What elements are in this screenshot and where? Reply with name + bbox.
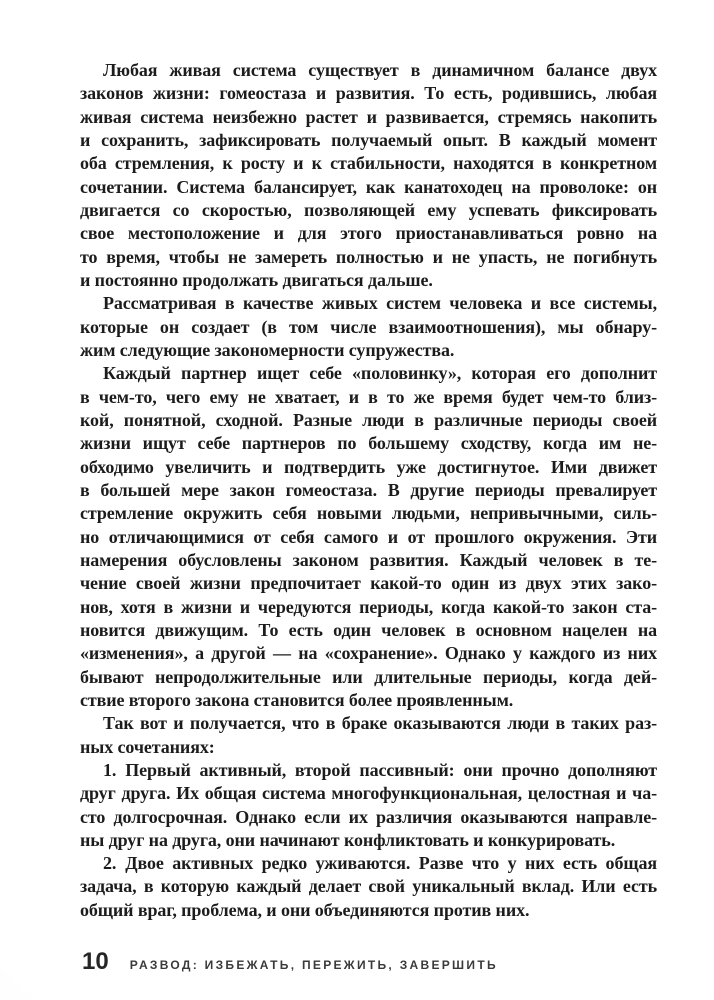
text-line: в большей мере закон гомеостаза. В другие периоды превалирует	[80, 479, 657, 500]
text-line: ствие второго закона становится более проявленным.	[80, 689, 514, 710]
text-line: жим следующие закономерности супружества.	[80, 339, 455, 360]
text-line: и постоянно продолжать двигаться дальше.	[80, 269, 433, 290]
text-block	[80, 59, 657, 922]
text-line: задача, в которую каждый делает свой уникальный вклад. Или есть	[80, 876, 657, 897]
text-line: Каждый партнер ищет себе «половинку», которая его дополнит	[103, 363, 657, 384]
text-line: двигается со скоростью, позволяющей ему успевать фиксировать	[80, 199, 657, 220]
text-line: намерения обусловлены законом развития. Каждый человек в те-	[80, 549, 657, 570]
text-line: живая система неизбежно растет и развивается, стремясь накопить	[80, 106, 657, 127]
page-number: 10	[82, 948, 109, 975]
text-line: и сохранить, зафиксировать получаемый опыт. В каждый момент	[80, 129, 657, 150]
text-line: сто долгосрочная. Однако если их различия оказываются направле-	[80, 806, 657, 827]
text-line: законов жизни: гомеостаза и развития. То есть, родившись, любая	[80, 83, 657, 104]
text-line: в чем-то, чего ему не хватает, и в то же время будет чем-то близ-	[80, 386, 657, 407]
text-line: ны друг на друга, они начинают конфликтовать и конкурировать.	[80, 829, 616, 850]
text-line: 2. Двое активных редко уживаются. Разве что у них есть общая	[103, 853, 657, 874]
text-line: кой, понятной, сходной. Разные люди в различные периоды своей	[80, 409, 657, 430]
paragraph	[80, 362, 657, 712]
paragraph	[80, 292, 657, 362]
paragraph	[80, 759, 657, 852]
text-line: жизни ищут себе партнеров по большему сходству, когда им не-	[80, 433, 657, 454]
text-line: оба стремления, к росту и к стабильности, находятся в конкретном	[80, 153, 657, 174]
text-line: свое местоположение и для этого приостанавливаться ровно на	[80, 223, 657, 244]
text-line: стремление окружить себя новыми людьми, непривычными, силь-	[80, 503, 657, 524]
text-line: сочетании. Система балансирует, как канатоходец на проволоке: он	[80, 176, 657, 197]
paragraph	[80, 59, 657, 292]
text-line: Так вот и получается, что в браке оказываются люди в таких раз-	[103, 713, 657, 734]
text-line: Любая живая система существует в динамичном балансе двух	[103, 60, 657, 80]
text-line: нов, хотя в жизни и чередуются периоды, когда какой-то закон ста-	[80, 596, 657, 617]
text-line: то время, чтобы не замереть полностью и не упасть, не погибнуть	[80, 246, 657, 267]
text-line: ных сочетаниях:	[80, 736, 215, 757]
text-line: бывают непродолжительные или длительные периоды, когда дей-	[80, 666, 657, 687]
text-line: но отличающимися от себя самого и от прошлого окружения. Эти	[80, 526, 657, 547]
text-line: новится движущим. То есть один человек в основном нацелен на	[80, 619, 657, 640]
text-line: друг друга. Их общая система многофункциональная, целостная и ча-	[80, 783, 657, 804]
text-line: Рассматривая в качестве живых систем человека и все системы,	[103, 293, 657, 314]
text-line: обходимо увеличить и подтвердить уже достигнутое. Ими движет	[80, 456, 657, 477]
page-footer	[82, 948, 498, 976]
running-title: РАЗВОД: ИЗБЕЖАТЬ, ПЕРЕЖИТЬ, ЗАВЕРШИТЬ	[129, 958, 498, 972]
text-line: 1. Первый активный, второй пассивный: они прочно дополняют	[103, 759, 657, 780]
text-line: которые он создает (в том числе взаимоотношения), мы обнару-	[80, 316, 657, 337]
paragraph	[80, 852, 657, 922]
text-line: общий враг, проблема, и они объединяются против них.	[80, 899, 530, 920]
text-line: «изменения», а другой — на «сохранение». Однако у каждого из них	[80, 643, 657, 664]
text-line: чение своей жизни предпочитает какой-то один из двух этих зако-	[80, 573, 657, 594]
paragraph	[80, 712, 657, 759]
